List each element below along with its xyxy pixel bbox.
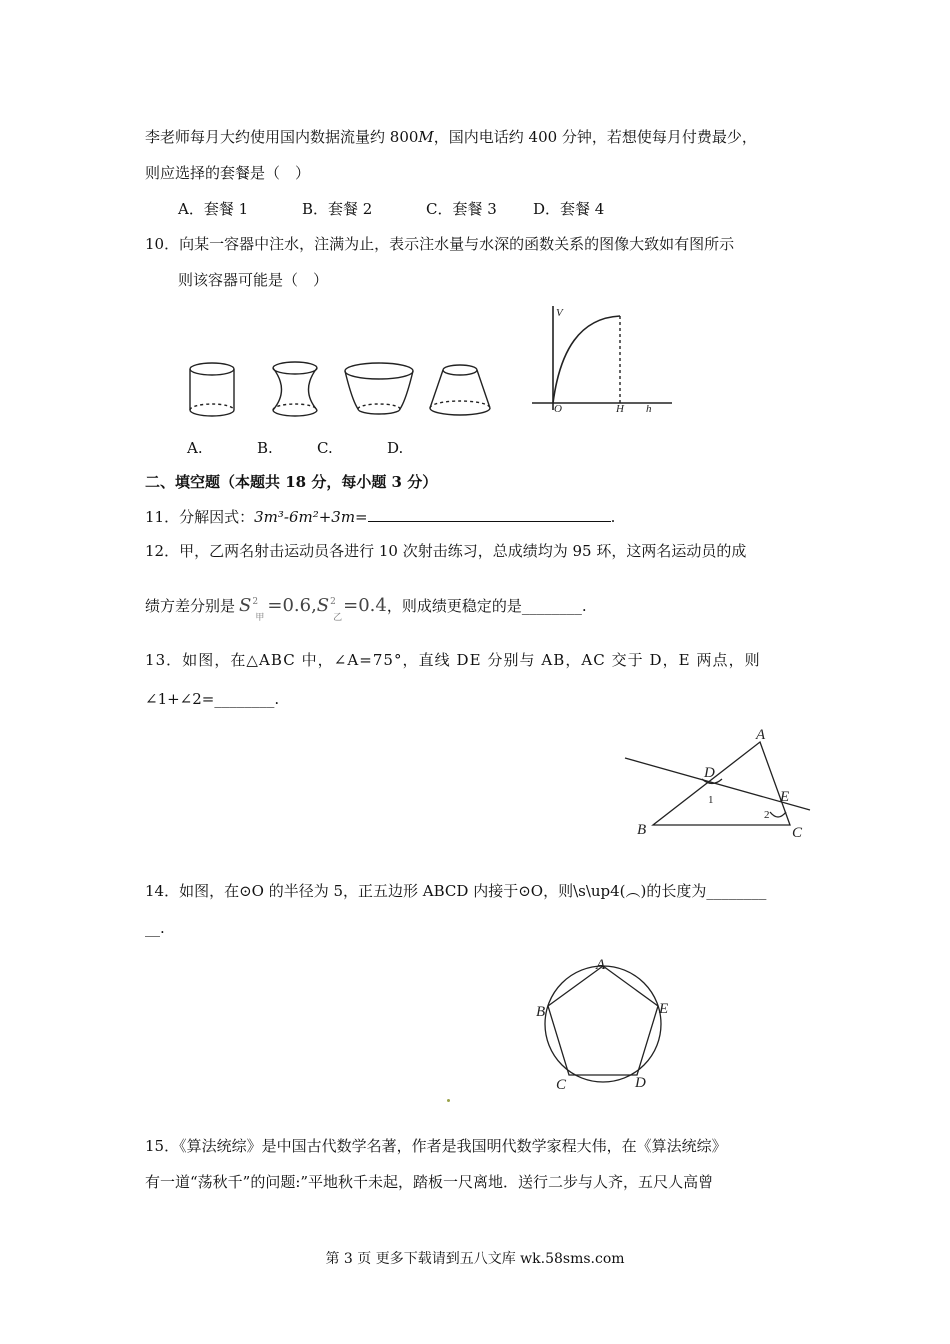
graph-o-label: O — [554, 403, 562, 415]
page-footer: 第 3 页 更多下载请到五八文库 wk.58sms.com — [325, 1251, 625, 1267]
q15-line2: 有一道“荡秋千”的问题:”平地秋千未起，踏板一尺离地．送行二步与人齐，五尺人高曾 — [145, 1173, 714, 1191]
point-b-label: B — [637, 822, 647, 838]
q9-options — [178, 199, 604, 219]
q10-figures — [170, 300, 690, 430]
q13-line2: ∠1+∠2=________. — [145, 690, 280, 708]
q12-line1: 12．甲，乙两名射击运动员各进行 10 次射击练习，总成绩均为 95 环，这两名运动员的成 — [145, 542, 747, 560]
q13-triangle-figure — [620, 720, 820, 845]
pentagon-c-label: C — [556, 1077, 567, 1093]
pentagon-b-label: B — [536, 1004, 546, 1020]
q9-line1 — [145, 127, 757, 147]
variance-s-jia: S — [239, 595, 252, 616]
q15-line1: 15．《算法统综》是中国古代数学名著，作者是我国明代数学家程大伟，在《算法统综》 — [145, 1137, 727, 1155]
pentagon-d-label: D — [635, 1075, 646, 1091]
q12-text-b: ，则成绩更稳定的是________. — [386, 597, 587, 615]
point-a-label: A — [756, 727, 766, 743]
variance-sup-2: 2 — [330, 597, 336, 607]
q14-line1: 14．如图，在⊙O 的半径为 5，正五边形 ABCD 内接于⊙O，则\s\up4(︵)的长度为________ — [145, 882, 767, 900]
q9-option-b[interactable]: B．套餐 2 — [302, 200, 373, 218]
angle-1-label: 1 — [708, 794, 714, 806]
container-a-cylinder — [190, 363, 234, 416]
q10-option-c[interactable]: C. — [317, 439, 333, 457]
q9-option-d[interactable]: D．套餐 4 — [533, 200, 605, 218]
volume-depth-graph — [532, 306, 672, 410]
q10-line2: 则该容器可能是（ ） — [178, 271, 329, 289]
point-e-label: E — [780, 789, 790, 805]
variance-sub-yi: 乙 — [333, 613, 343, 623]
q9-text-b: ，国内电话约 400 分钟，若想使每月付费最少， — [433, 128, 757, 146]
circle-o — [545, 966, 661, 1082]
variance-sub-jia: 甲 — [255, 613, 265, 623]
point-c-label: C — [792, 825, 803, 841]
q9-line2: 则应选择的套餐是（ ） — [145, 164, 311, 182]
q10-options — [187, 438, 403, 458]
container-b-hourglass — [273, 362, 317, 416]
section2-title: 二、填空题（本题共 18 分，每小题 3 分） — [145, 473, 438, 491]
graph-v-label: V — [556, 307, 563, 319]
q9-option-a[interactable]: A．套餐 1 — [178, 200, 249, 218]
q11-expression: 3m³-6m²+3m= — [254, 508, 368, 526]
q11-line — [145, 507, 615, 527]
q10-option-a[interactable]: A. — [187, 439, 203, 457]
q14-pentagon-figure — [530, 950, 680, 1095]
q11-prefix: 11．分解因式： — [145, 508, 255, 526]
q12-line2 — [145, 595, 587, 623]
variance-value-jia: =0.6, — [267, 595, 317, 616]
angle-2-label: 2 — [764, 809, 770, 821]
point-d-label: D — [704, 765, 715, 781]
q14-line2: __. — [145, 919, 165, 937]
graph-H-label: H — [616, 403, 624, 415]
regular-pentagon — [548, 966, 658, 1075]
q10-option-d[interactable]: D. — [387, 439, 404, 457]
q10-line1: 10．向某一容器中注水，注满为止，表示注水量与水深的函数关系的图像大致如有图所示 — [145, 235, 735, 253]
q12-text-a: 绩方差分别是 — [145, 597, 236, 615]
container-d-frustum — [430, 365, 490, 415]
angle-2-arc — [770, 812, 786, 817]
variance-value-yi: =0.4 — [343, 595, 387, 616]
variance-sup-1: 2 — [252, 597, 259, 607]
stray-dot — [447, 1099, 450, 1102]
q9-option-c[interactable]: C．套餐 3 — [426, 200, 497, 218]
graph-h-label: h — [646, 403, 652, 415]
q9-text-a: 李老师每月大约使用国内数据流量约 800 — [145, 128, 419, 146]
q11-suffix: . — [610, 508, 616, 526]
variance-s-yi: S — [316, 595, 330, 616]
q11-answer-blank[interactable] — [368, 507, 611, 522]
q10-option-b[interactable]: B. — [257, 439, 273, 457]
pentagon-e-label: E — [659, 1001, 669, 1017]
pentagon-a-label: A — [596, 957, 606, 973]
q9-unit: M — [418, 128, 434, 146]
container-c-bowl — [345, 363, 413, 414]
q13-line1: 13．如图，在△ABC 中，∠A=75°，直线 DE 分别与 AB，AC 交于 D，E 两点，则 — [145, 651, 761, 669]
